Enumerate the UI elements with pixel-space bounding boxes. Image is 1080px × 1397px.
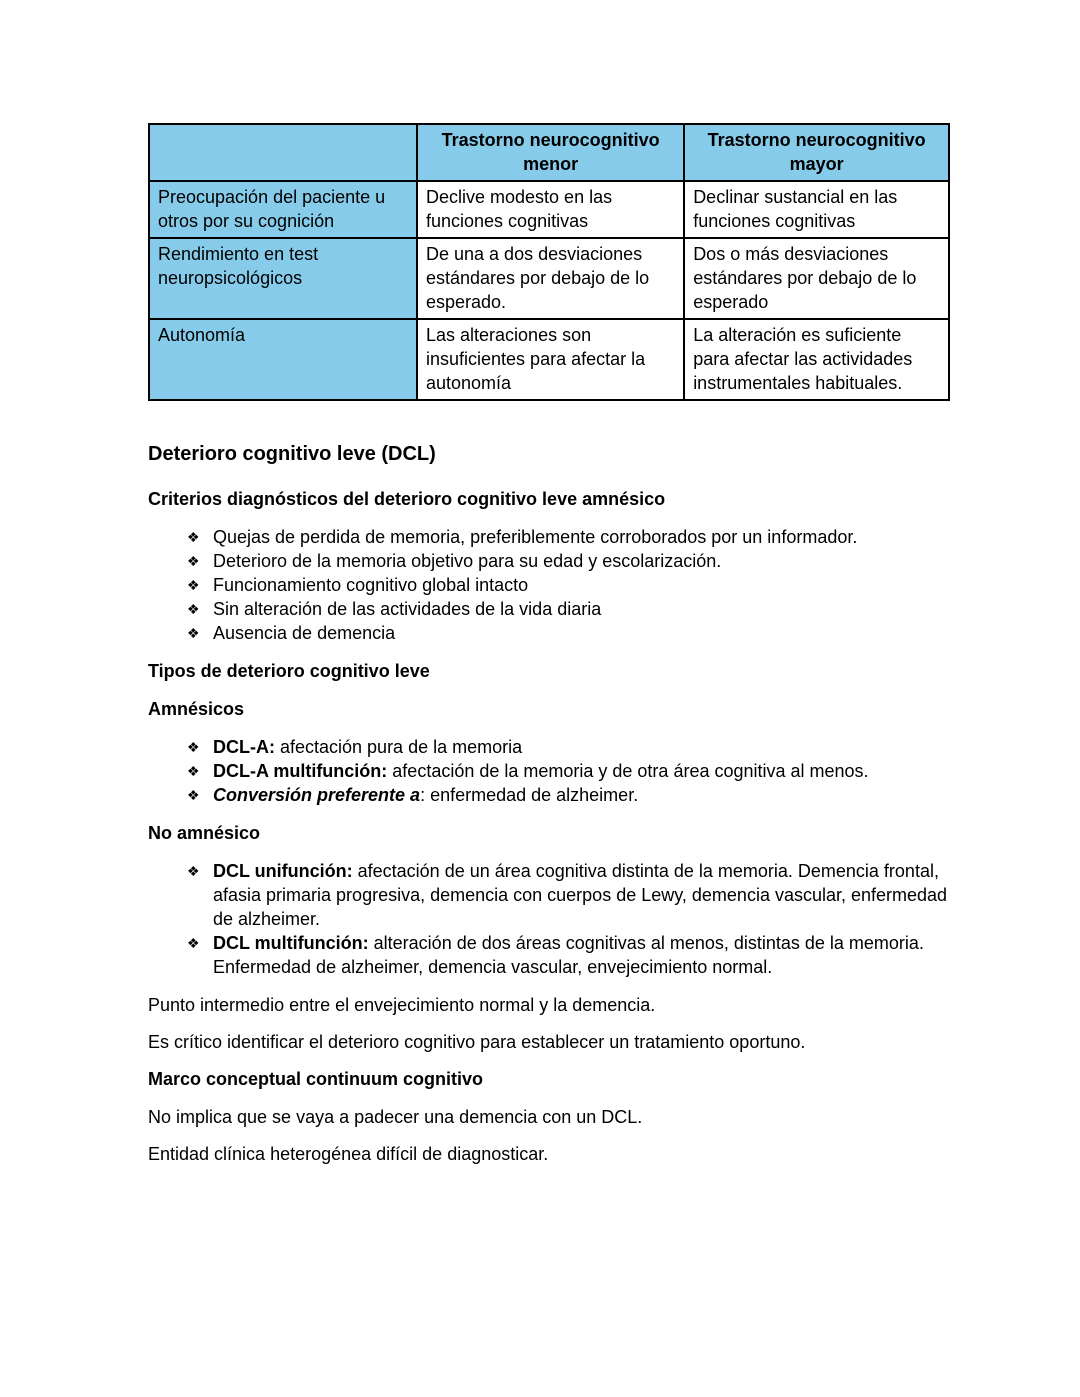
list-item-text: Quejas de perdida de memoria, preferiblemente corroborados por un informador.	[213, 527, 858, 547]
list-item	[148, 549, 954, 573]
subheading-tipos: Tipos de deterioro cognitivo leve	[148, 661, 430, 681]
list-item-text: Deterioro de la memoria objetivo para su edad y escolarización.	[213, 551, 722, 571]
list-item-text: Funcionamiento cognitivo global intacto	[213, 575, 529, 595]
paragraph-no-implica: No implica que se vaya a padecer una demencia con un DCL.	[148, 1107, 643, 1127]
list-item	[148, 621, 954, 645]
cell-rendimiento-mayor: Dos o más desviaciones estándares por debajo de lo esperado	[684, 238, 949, 319]
list-item-rest: afectación de la memoria y de otra área cognitiva al menos.	[387, 761, 869, 781]
diamond-bullet-icon: ❖	[187, 739, 200, 755]
list-item-rest: afectación pura de la memoria	[274, 737, 523, 757]
list-item-lead: DCL-A:	[213, 737, 275, 757]
criterios-list	[148, 525, 954, 645]
cell-rendimiento-menor: De una a dos desviaciones estándares por debajo de lo esperado.	[417, 238, 684, 319]
diamond-bullet-icon: ❖	[187, 601, 200, 617]
diamond-bullet-icon: ❖	[187, 529, 200, 545]
list-item-lead: DCL unifunción:	[213, 861, 353, 881]
table-header-trastorno-menor: Trastorno neurocognitivo menor	[417, 124, 684, 181]
table-header-blank-cell	[149, 124, 417, 181]
no-amnesico-list	[148, 859, 954, 979]
diamond-bullet-icon: ❖	[187, 863, 200, 879]
subheading-criterios: Criterios diagnósticos del deterioro cognitivo leve amnésico	[148, 489, 666, 509]
list-item	[148, 597, 954, 621]
list-item-lead: DCL multifunción:	[213, 933, 369, 953]
list-item-text	[213, 931, 954, 979]
paragraph-es-critico: Es crítico identificar el deterioro cognitivo para establecer un tratamiento oportuno.	[148, 1032, 806, 1052]
diamond-bullet-icon: ❖	[187, 763, 200, 779]
neurocognitive-comparison-table	[148, 123, 950, 401]
list-item-lead: DCL-A multifunción:	[213, 761, 388, 781]
subheading-marco-conceptual: Marco conceptual continuum cognitivo	[148, 1069, 484, 1089]
list-item-text	[213, 735, 954, 759]
cell-autonomia-menor: Las alteraciones son insuficientes para afectar la autonomía	[417, 319, 684, 400]
diamond-bullet-icon: ❖	[187, 577, 200, 593]
list-item	[148, 525, 954, 549]
row-label-rendimiento: Rendimiento en test neuropsicológicos	[149, 238, 417, 319]
table-row	[149, 181, 949, 238]
cell-preocupacion-mayor: Declinar sustancial en las funciones cognitivas	[684, 181, 949, 238]
paragraph-punto-intermedio: Punto intermedio entre el envejecimiento normal y la demencia.	[148, 995, 656, 1015]
list-item	[148, 735, 954, 759]
table-header-row	[149, 124, 949, 181]
list-item-text	[213, 783, 954, 807]
diamond-bullet-icon: ❖	[187, 625, 200, 641]
list-item-text	[213, 859, 954, 931]
diamond-bullet-icon: ❖	[187, 553, 200, 569]
table-header-trastorno-mayor: Trastorno neurocognitivo mayor	[684, 124, 949, 181]
table-row	[149, 319, 949, 400]
list-item	[148, 573, 954, 597]
row-label-preocupacion: Preocupación del paciente u otros por su cognición	[149, 181, 417, 238]
list-item	[148, 859, 954, 931]
list-item-text: Sin alteración de las actividades de la vida diaria	[213, 599, 602, 619]
list-item	[148, 759, 954, 783]
paragraph-entidad-clinica: Entidad clínica heterogénea difícil de diagnosticar.	[148, 1144, 549, 1164]
list-item-rest: afectación de un área cognitiva distinta de la memoria. Demencia frontal, afasia primaria progresiva, demencia con cuerpos de Lewy, demencia vascular, enfermedad de alzheimer.	[213, 861, 948, 929]
list-item-lead: Conversión preferente a	[213, 785, 421, 805]
table-row	[149, 238, 949, 319]
row-label-autonomia: Autonomía	[149, 319, 417, 400]
diamond-bullet-icon: ❖	[187, 935, 200, 951]
cell-preocupacion-menor: Declive modesto en las funciones cognitivas	[417, 181, 684, 238]
list-item-rest: : enfermedad de alzheimer.	[420, 785, 639, 805]
list-item-text: Ausencia de demencia	[213, 623, 396, 643]
list-item	[148, 783, 954, 807]
cell-autonomia-mayor: La alteración es suficiente para afectar las actividades instrumentales habituales.	[684, 319, 949, 400]
list-item	[148, 931, 954, 979]
diamond-bullet-icon: ❖	[187, 787, 200, 803]
subheading-no-amnesico: No amnésico	[148, 823, 261, 843]
list-item-rest: alteración de dos áreas cognitivas al menos, distintas de la memoria. Enfermedad de alzheimer, demencia vascular, envejecimiento normal.	[213, 933, 924, 977]
section-heading-dcl: Deterioro cognitivo leve (DCL)	[148, 443, 436, 465]
subheading-amnesicos: Amnésicos	[148, 699, 245, 719]
amnesicos-list	[148, 735, 954, 807]
list-item-text	[213, 759, 954, 783]
